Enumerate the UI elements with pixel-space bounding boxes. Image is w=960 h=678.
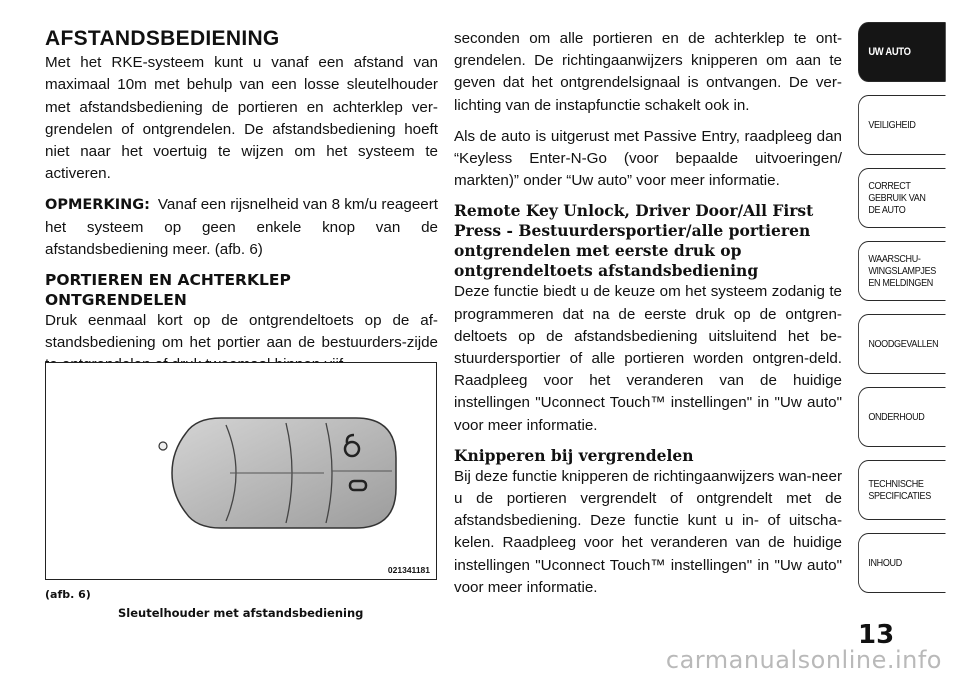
- note-text: Vanaf een rijsnelheid van 8 km/u reageert het systeem op geen enkele knop van de afstandsbediening meer. (afb. 6): [45, 196, 438, 258]
- right-paragraph-3: Deze functie biedt u de keuze om het systeem zodanig te programmeren dat na de eerste druk op de ontgren-deltoets op de afstandsbediening uitsluitend het be-stuurdersportier of alle portieren worden ontgren-deld. Raadpleeg voor het veranderen van de huidige instellingen "Uconnect Touch™ instellingen" in "Uw auto" voor meer informatie.: [454, 283, 842, 434]
- tab-correct-gebruik[interactable]: CORRECT GEBRUIK VAN DE AUTO: [858, 168, 946, 228]
- right-column: [454, 28, 842, 608]
- key-fob-figure: [45, 362, 437, 580]
- page-number: 13: [858, 620, 895, 650]
- section-paragraph: Druk eenmaal kort op de ontgrendeltoets op de af-standsbediening om het portier aan de bestuurders-zijde: [45, 312, 438, 352]
- note-label: OPMERKING:: [45, 197, 150, 214]
- right-paragraph-4: Bij deze functie knipperen de richtingaanwijzers wan-neer u de portieren vergrendelt of ontgrendelt met de afstandsbediening. Deze functie kunt u in- of uitscha-kelen. Raadpleeg voor het veranderen van de huidige instellingen "Uconnect Touch™ instellingen" in "Uw auto" voor meer informatie.: [454, 467, 842, 596]
- figure-caption: Sleutelhouder met afstandsbediening: [118, 606, 364, 620]
- tab-onderhoud[interactable]: ONDERHOUD: [858, 387, 946, 447]
- intro-paragraph: Met het RKE-systeem kunt u vanaf een afstand van maximaal 10m met behulp van een losse sleutelhouder met afstandsbediening de portieren en achterklep ver-grendelen of ontgrendelen. De afstandsbediening hoeft niet naar het voertuig te wijzen om het systeem te activeren.: [45, 54, 438, 183]
- page-title: AFSTANDSBEDIENING: [45, 27, 280, 50]
- figure-code: 021341181: [387, 565, 430, 575]
- watermark: carmanualsonline.info: [665, 646, 942, 674]
- section-heading: PORTIEREN EN ACHTERKLEP ONTGRENDELEN: [45, 271, 291, 310]
- remote-key-unlock-heading: Remote Key Unlock, Driver Door/All First Press - Bestuurdersportier/alle portieren ontgrendelen met eerste druk op ontgrendeltoets afstandsbediening: [454, 201, 814, 281]
- tab-waarschuwingslampjes[interactable]: WAARSCHU- WINGSLAMPJES EN MELDINGEN: [858, 241, 946, 301]
- chapter-tabs: [858, 22, 960, 606]
- tab-veiligheid[interactable]: VEILIGHEID: [858, 95, 946, 155]
- key-fob-illustration: [46, 363, 435, 578]
- tab-technische-specificaties[interactable]: TECHNISCHE SPECIFICATIES: [858, 460, 946, 520]
- right-paragraph-2: Als de auto is uitgerust met Passive Entry, raadpleeg dan “Keyless Enter-N-Go (voor bepaalde uitvoeringen/ markten)” onder “Uw auto” voor meer informatie.: [454, 127, 842, 190]
- figure-label: (afb. 6): [45, 588, 91, 601]
- left-column: [45, 28, 438, 386]
- right-paragraph-1: seconden om alle portieren en de achterklep te ont-grendelen. De richtingaanwijzers knipperen om aan te geven dat het ontgrendelsignaal is ontvangen. De ver-lichting van de instapfunctie schakelt ook in.: [454, 30, 842, 114]
- flash-on-lock-heading: Knipperen bij vergrendelen: [454, 445, 694, 465]
- note-paragraph: [45, 194, 438, 261]
- tab-noodgevallen[interactable]: NOODGEVALLEN: [858, 314, 946, 374]
- tab-uw-auto[interactable]: UW AUTO: [858, 22, 946, 82]
- tab-inhoud[interactable]: INHOUD: [858, 533, 946, 593]
